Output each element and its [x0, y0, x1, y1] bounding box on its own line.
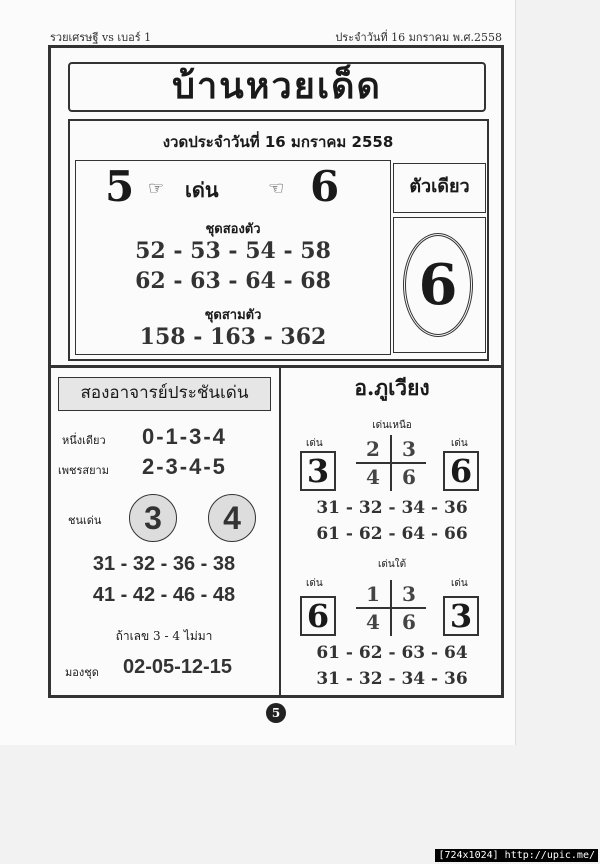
row-label: หนึ่งเดียว [62, 434, 106, 447]
two-digit-row: 62 - 63 - 64 - 68 [135, 268, 331, 294]
pair-row: 61 - 62 - 64 - 66 [316, 524, 468, 544]
number-grid [356, 435, 426, 491]
magazine-name: รวยเศรษฐี vs เบอร์ 1 [50, 31, 152, 44]
two-digit-row: 52 - 53 - 54 - 58 [135, 238, 331, 264]
chon-number: 4 [208, 494, 256, 542]
grid-cell: 2 [366, 437, 380, 461]
number-grid [356, 580, 426, 636]
den-label: เด่น [451, 438, 468, 449]
mong-value: 02-05-12-15 [123, 656, 232, 678]
grid-cell: 3 [402, 437, 416, 461]
note: ถ้าเลข 3 - 4 ไม่มา [115, 629, 213, 643]
single-digit-label: ตัวเดียว [393, 163, 486, 213]
featured-number-left: 5 [105, 162, 135, 211]
grid-cell: 4 [366, 465, 380, 489]
grid-cell: 4 [366, 610, 380, 634]
grid-cell: 6 [402, 610, 416, 634]
right-panel-title: อ.ภูเวียง [354, 375, 430, 400]
chon-label: ชนเด่น [68, 514, 102, 527]
draw-date: งวดประจำวันที่ 16 มกราคม 2558 [162, 133, 394, 151]
three-digit-row: 158 - 163 - 362 [139, 324, 327, 350]
den-box-left: 3 [300, 451, 336, 491]
left-panel-title: สองอาจารย์ประชันเด่น [58, 377, 271, 411]
den-label: เด่น [185, 178, 219, 202]
row-value: 0-1-3-4 [142, 424, 227, 449]
den-box-right: 6 [443, 451, 479, 491]
issue-date: ประจำวันที่ 16 มกราคม พ.ศ.2558 [335, 31, 502, 44]
den-label: เด่น [306, 578, 323, 589]
pair-row: 61 - 62 - 63 - 64 [316, 643, 468, 663]
den-label: เด่น [306, 438, 323, 449]
featured-number-right: 6 [310, 162, 340, 211]
den-label: เด่น [451, 578, 468, 589]
block-label: เด่นใต้ [377, 559, 407, 570]
row-value: 2-3-4-5 [142, 454, 227, 479]
three-digit-label: ชุดสามตัว [204, 308, 262, 323]
mong-label: มองชุด [65, 666, 99, 679]
page-title: บ้านหวยเด็ด [68, 62, 486, 112]
chon-number: 3 [129, 494, 177, 542]
pointing-hand-right-icon: ☞ [148, 178, 165, 199]
divider [48, 365, 504, 368]
pair-row: 31 - 32 - 36 - 38 [92, 553, 236, 575]
pair-row: 41 - 42 - 46 - 48 [92, 584, 236, 606]
page-number: 5 [266, 703, 286, 723]
pointing-hand-left-icon: ☞ [268, 178, 285, 199]
watermark: [724x1024] http://upic.me/ [435, 849, 598, 862]
pair-row: 31 - 32 - 34 - 36 [316, 498, 468, 518]
grid-cell: 3 [402, 582, 416, 606]
grid-cell: 6 [402, 465, 416, 489]
block-label: เด่นเหนือ [372, 420, 412, 431]
pair-row: 31 - 32 - 34 - 36 [316, 669, 468, 689]
row-label: เพชรสยาม [58, 464, 109, 477]
den-box-right: 3 [443, 596, 479, 636]
two-digit-label: ชุดสองตัว [205, 222, 261, 237]
den-box-left: 6 [300, 596, 336, 636]
single-digit-number: 6 [403, 233, 473, 337]
grid-cell: 1 [366, 582, 380, 606]
